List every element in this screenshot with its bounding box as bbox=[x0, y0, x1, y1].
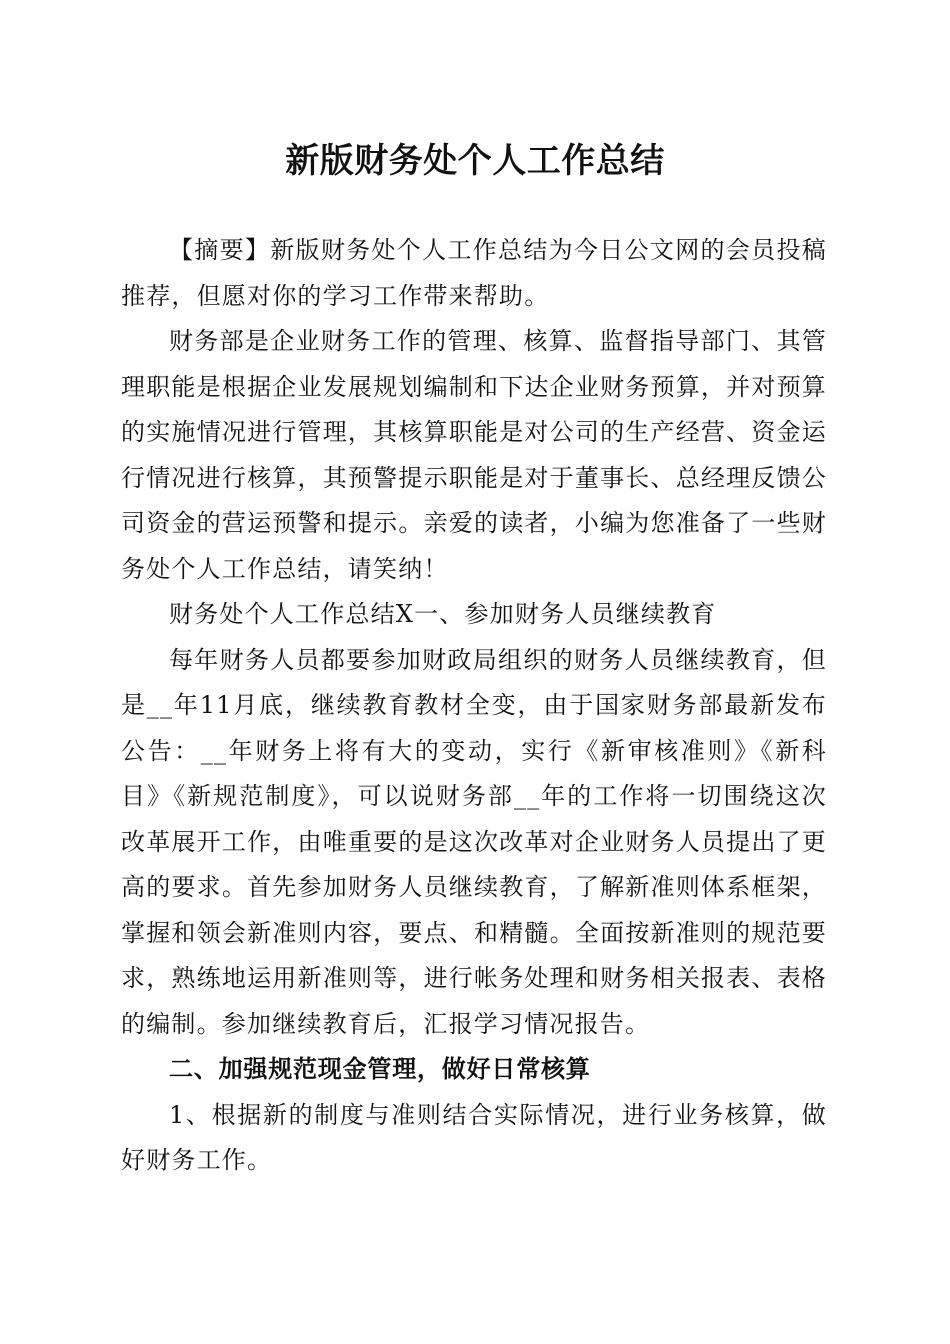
intro-paragraph: 财务部是企业财务工作的管理、核算、监督指导部门、其管理职能是根据企业发展规划编制和下达企业财务预算，并对预算的实施情况进行管理，其核算职能是对公司的生产经营、资金运行情况进行核算，其预警提示职能是对于董事长、总经理反馈公司资金的营运预警和提示。亲爱的读者，小编为您准备了一些财务处个人工作总结，请笑纳！ bbox=[121, 327, 827, 583]
section-one-heading: 财务处个人工作总结X一、参加财务人员继续教育 bbox=[169, 600, 717, 628]
abstract-paragraph: 【摘要】新版财务处个人工作总结为今日公文网的会员投稿推荐，但愿对你的学习工作带来帮助。 bbox=[121, 236, 827, 310]
document-body bbox=[121, 228, 827, 1184]
section-two-heading: 二、加强规范现金管理，做好日常核算 bbox=[169, 1055, 591, 1083]
section-two-item-1: 1、根据新的制度与准则结合实际情况，进行业务核算，做好财务工作。 bbox=[121, 1100, 827, 1174]
document-title: 新版财务处个人工作总结 bbox=[285, 141, 665, 181]
section-one-paragraph: 每年财务人员都要参加财政局组织的财务人员继续教育，但是__年11月底，继续教育教材全变，由于国家财务部最新发布公告：__年财务上将有大的变动，实行《新审核准则》《新科目》《新规范制度》，可以说财务部__年的工作将一切围绕这次改革展开工作，由唯重要的是这次改革对企业财务人员提出了更高的要求。首先参加财务人员继续教育，了解新准则体系框架，掌握和领会新准则内容，要点、和精髓。全面按新准则的规范要求，熟练地运用新准则等，进行帐务处理和财务相关报表、表格的编制。参加继续教育后，汇报学习情况报告。 bbox=[121, 645, 827, 1038]
